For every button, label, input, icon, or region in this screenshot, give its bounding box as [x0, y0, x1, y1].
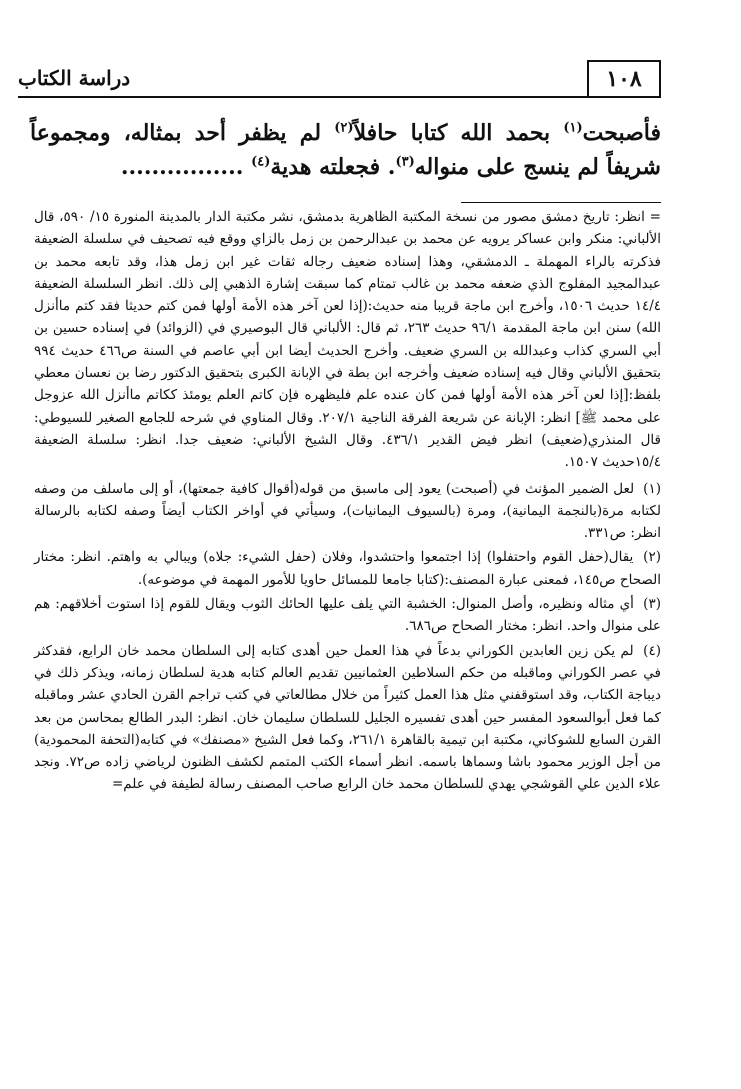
footnote-continued: = انظر: تاريخ دمشق مصور من نسخة المكتبة الظاهرية بدمشق، نشر مكتبة الدار بالمدينة المنورة ١٥/ ٥٩٠، قال الألباني: منكر وابن عساكر يرويه عن محمد بن عبدالرحمن بن زمل بالزاي ووقع فيه تصحيف في سلسلة الضعيفة فذكرته بالراء المهملة ـ الدمشقي، وهذا إسناده ضعيف رجاله ثقات غير ابن زمل هذا، وقد تابعه محمد بن عبدالمجيد المفلوج الذي ضعفه محمد بن غالب تمتام كما سبقت إشارة الذهبي إلى ذلك. انظر السلسلة الضعيفة ١٤/٤ حديث ١٥٠٦، وأخرج ابن ماجة قريبا منه حديث:(إذا لعن آخر هذه الأمة أولها فمن كتم حديثا فقد كتم ماأنزل الله) سنن ابن ماجة المقدمة ٩٦/١ حديث ٢٦٣، ثم قال: الألباني قال البوصيري في (الزوائد) في إسناده حسين بن أبي السري كذاب وعبدالله بن السري ضعيف. وأخرج الحديث أيضا ابن أبي عاصم في السنة ص٤٦٦ حديث ٩٩٤ بتحقيق الألباني وقال فيه إسناده ضعيف وأخرجه ابن بطة في الإبانة الكبرى بتحقيق الدكتور رضا بن نعسان معطي بلفظ:[إذا لعن آخر هذه الأمة أولها فمن كان عنده علم فليظهره فإن كاتم العلم يومئذ ككاتم ماأنزل الله عزوجل على محمد ﷺ] انظر: الإبانة عن شريعة الفرقة الناجية ٢٠٧/١. وقال المناوي في شرحه للجامع الصغير للسيوطي: قال المنذري(ضعيف) انظر فيض القدير ٤٣٦/١. وقال الشيخ الألباني: ضعيف جدا. انظر: سلسلة الضعيفة ١٥/٤حديث ١٥٠٧. — [34, 209, 662, 471]
main-text-part-4: . فجعلته هدية — [270, 154, 396, 180]
footnote-1-number: (١) — [643, 480, 661, 497]
footnote-ref-1: (١) — [563, 120, 583, 136]
footnote-1 — [34, 478, 661, 545]
footnote-separator — [461, 202, 661, 203]
footnote-2-text: يقال(حفل القوم واحتفلوا) إذا اجتمعوا واحتشدوا، وفلان (حفل الشيء: جلاه) ويبالي به واهتم. انظر: مختار الصحاح ص١٤٥، فمعنى عبارة المصنف:(كتابا جامعا للمسائل حاويا للأمور المهمة في موضوعه). — [34, 549, 661, 588]
footnote-ref-2: (٢) — [334, 120, 354, 136]
page-number: ١٠٨ — [587, 60, 661, 96]
main-text-part-1: فأصبحت — [582, 120, 661, 146]
page-header — [18, 58, 661, 98]
running-title: دراسة الكتاب — [18, 66, 131, 90]
footnotes — [34, 206, 661, 798]
footnote-3 — [34, 593, 661, 638]
header-rule — [18, 96, 661, 98]
footnote-4 — [34, 640, 661, 796]
main-text-part-5: ................ — [120, 154, 252, 180]
main-text-part-3: لم يظفر أحد بمثاله، ومجموعاً شريفاً لم ينسج على منواله — [30, 120, 661, 180]
footnote-2-number: (٢) — [643, 549, 661, 566]
footnote-ref-3: (٣) — [395, 154, 415, 170]
footnote-4-number: (٤) — [643, 642, 661, 659]
footnote-3-number: (٣) — [643, 596, 661, 613]
footnote-1-text: لعل الضمير المؤنث في (أصبحت) يعود إلى ماسبق من قوله(أقوال كافية جمعتها)، أو إلى ماسلف من وصفه لكتابه مرة(بالنجمة اليمانية)، ومرة (بالسيوف اليمانيات)، وسيأتي في أواخر الكتاب أيضاً وصفه لكتابه بالرسالة انظر: ص٣٣١. — [34, 480, 661, 542]
footnote-ref-4: (٤) — [251, 154, 271, 170]
main-text — [30, 116, 661, 184]
footnote-3-text: أي مثاله ونظيره، وأصل المنوال: الخشبة التي يلف عليها الحائك الثوب ويقال للقوم إذا استوت أخلاقهم: هم على منوال واحد. انظر: مختار الصحاح ص٦٨٦. — [34, 596, 661, 635]
footnote-4-text: لم يكن زين العابدين الكوراني بدعاً في هذا العمل حين أهدى كتابه إلى السلطان محمد خان الرابع، فقدكثر في عصر الكوراني وماقبله من حكم السلاطين العثمانيين تقديم العالم كتابه هدية لسلطان زمانه، ويذكر ذلك في ديباجة الكتاب، وقد استوقفني مثل هذا العمل كثيراً من خلال مطالعاتي في كتب تراجم القرن الحادي عشر وماقبله كما فعل أبوالسعود المفسر حين أهدى تفسيره الجليل للسلطان سليمان خان. انظر: البدر الطالع بمحاسن من بعد القرن السابع للشوكاني، مكتبة ابن تيمية بالقاهرة ٢٦١/١، وكما فعل الشيخ «مصنفك» في كتابه(التحفة المحمودية) من أجل الوزير محمود باشا وسماها باسمه. انظر أسماء الكتب المتمم لكشف الظنون لرياضي زاده ص٧٢. ونجد علاء الدين علي القوشجي يهدي للسلطان محمد خان الرابع صاحب المصنف رسالة لطيفة في علم= — [34, 642, 661, 793]
main-text-part-2: بحمد الله كتابا حافلاً — [353, 120, 564, 146]
footnote-2 — [34, 546, 661, 591]
